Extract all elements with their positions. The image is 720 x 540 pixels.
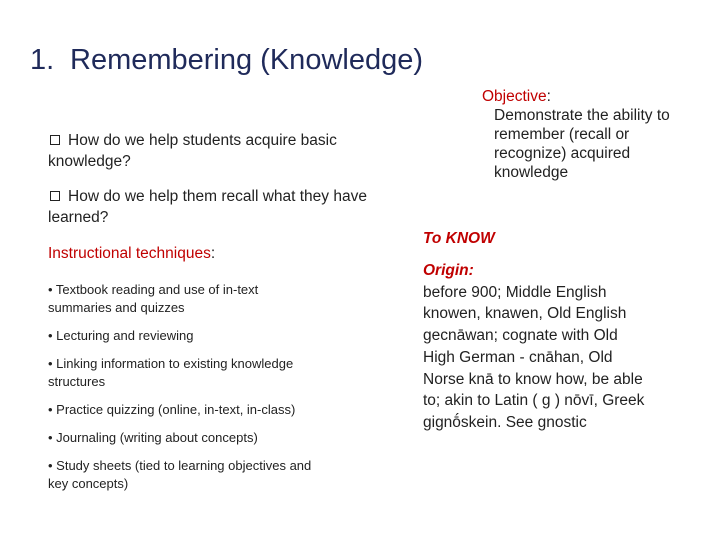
list-item: • Linking information to existing knowledge structures bbox=[48, 356, 294, 389]
list-item: • Journaling (writing about concepts) bbox=[48, 430, 258, 445]
slide-title bbox=[30, 44, 423, 77]
title-text: Remembering (Knowledge) bbox=[70, 44, 423, 76]
list-item: • Study sheets (tied to learning objectives and key concepts) bbox=[48, 458, 312, 491]
objective-text: Demonstrate the ability to remember (recall or recognize) acquired knowledge bbox=[494, 107, 670, 181]
techniques-list bbox=[48, 281, 323, 503]
question-text: How do we help them recall what they have learned? bbox=[48, 188, 367, 226]
techniques-heading-label: Instructional techniques bbox=[48, 245, 211, 262]
techniques-heading bbox=[48, 245, 215, 263]
checkbox-bullet-icon bbox=[50, 135, 60, 145]
origin-block bbox=[423, 260, 648, 434]
list-item: • Textbook reading and use of in-text summaries and quizzes bbox=[48, 282, 259, 315]
objective-block bbox=[482, 87, 672, 182]
objective-label: Objective bbox=[482, 88, 547, 105]
question-item bbox=[48, 130, 368, 172]
objective-colon: : bbox=[546, 88, 551, 105]
question-text: How do we help students acquire basic knowledge? bbox=[48, 132, 337, 170]
origin-text: before 900; Middle English knowen, knawen, Old English gecnāwan; cognate with Old High German - cnāhan, Old Norse knā to know how, be able to; akin to Latin ( g ) nōvī, Greek gignṓskein. See gnostic bbox=[423, 283, 645, 431]
title-number: 1. bbox=[30, 44, 55, 76]
to-know-heading: To KNOW bbox=[423, 230, 495, 247]
list-item: • Practice quizzing (online, in-text, in-class) bbox=[48, 402, 296, 417]
question-item bbox=[48, 186, 368, 228]
list-item: • Lecturing and reviewing bbox=[48, 328, 194, 343]
techniques-heading-colon: : bbox=[210, 245, 216, 262]
checkbox-bullet-icon bbox=[50, 191, 60, 201]
origin-label: Origin: bbox=[423, 262, 474, 279]
